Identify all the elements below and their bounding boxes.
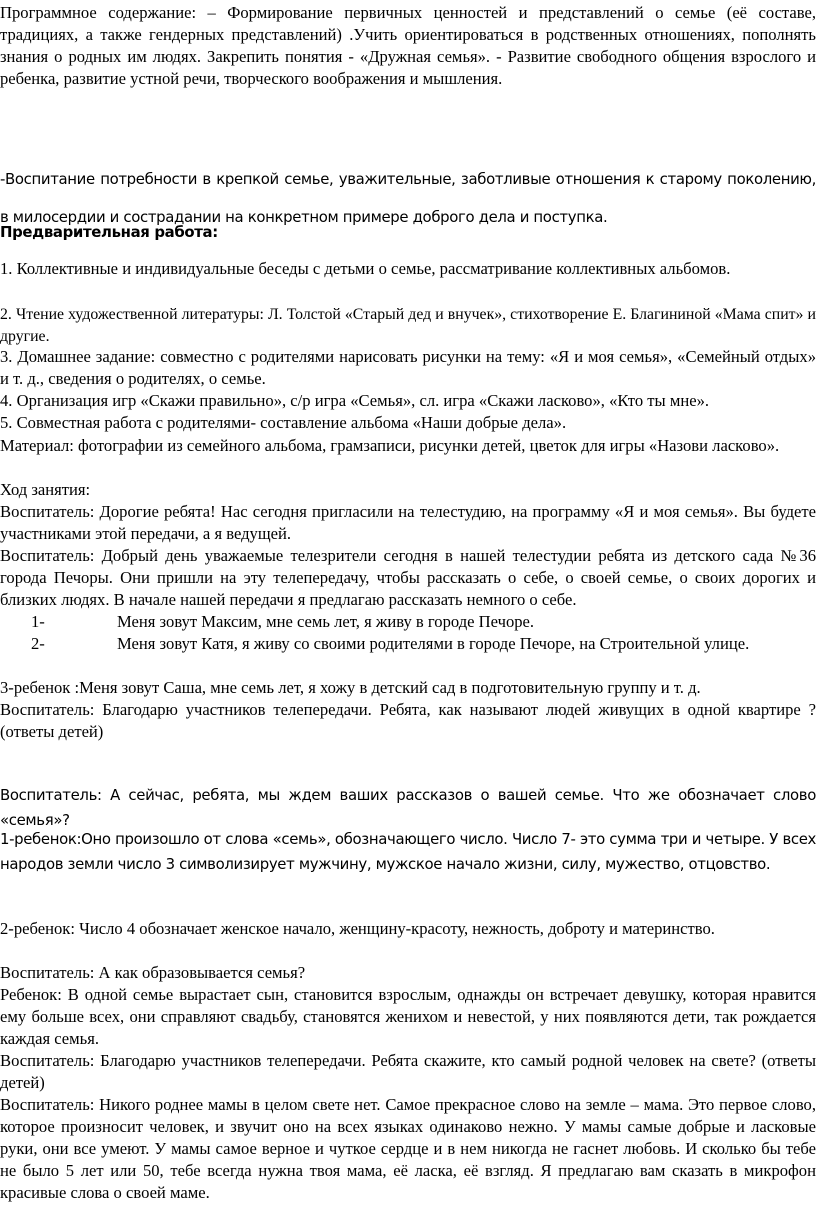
child-2-line: 2-ребенок: Число 4 обозначает женское начало, женщину-красоту, нежность, доброту и материнство. <box>0 919 715 938</box>
teacher-line-4: Воспитатель: А сейчас, ребята, мы ждем ваших рассказов о вашей семье. Что же обозначает слово «семья»? <box>0 786 816 829</box>
prep-item-5: 5. Совместная работа с родителями- составление альбома «Наши добрые дела». <box>0 413 567 432</box>
prep-item-4: 4. Организация игр «Скажи правильно», с/р игра «Семья», сл. игра «Скажи ласково», «Кто ты мне». <box>0 391 710 410</box>
child-1-line: 1-ребенок:Оно произошло от слова «семь», обозначающего число. Число 7- это сумма три и четыре. У всех народов земли число 3 символизирует мужчину, мужское начало жизни, силу, мужество, отцовство. <box>0 830 816 873</box>
list-item-text: Меня зовут Максим, мне семь лет, я живу в городе Печоре. <box>117 612 535 631</box>
teacher-line-1: Воспитатель: Дорогие ребята! Нас сегодня пригласили на телестудию, на программу «Я и моя семья». Вы будете участниками этой передачи, а я ведущей. <box>0 502 816 543</box>
child-3-line: 3-ребенок :Меня зовут Саша, мне семь лет, я хожу в детский сад в подготовительную группу и т. д. <box>0 678 701 697</box>
list-item <box>0 611 816 633</box>
teacher-line-2: Воспитатель: Добрый день уважаемые телезрители сегодня в нашей телестудии ребята из детского сада №36 города Печоры. Они пришли на эту телепередачу, чтобы рассказать о себе, о своей семье, о своих дорогих и близких людях. В начале нашей передачи я предлагаю рассказать немного о себе. <box>0 546 816 609</box>
children-intro-list <box>0 611 816 655</box>
list-item <box>0 633 816 655</box>
child-family-line: Ребенок: В одной семье вырастает сын, становится взрослым, однажды он встречает девушку, которая нравится ему больше всех, они справляют свадьбу, становятся женихом и невестой, у них появляются дети, так рождается каждая семья. <box>0 985 816 1048</box>
preparatory-work-heading: Предварительная работа: <box>0 223 218 241</box>
teacher-line-7: Воспитатель: Никого роднее мамы в целом свете нет. Самое прекрасное слово на земле – мама. Это первое слово, которое произносит человек, и звучит оно на всех языках одинаково нежно. У мамы самые добрые и ласковые руки, они все умеют. У мамы самое верное и чуткое сердце и в нем никогда не гаснет любовь. И сколько бы тебе не было 5 лет или 50, тебе всегда нужна твоя мама, её ласка, её взгляд. Я предлагаю вам сказать в микрофон красивые слова о своей маме. <box>0 1095 816 1202</box>
list-item-number: 1- <box>31 612 45 631</box>
teacher-line-5: Воспитатель: А как образовывается семья? <box>0 963 306 982</box>
program-content-paragraph: Программное содержание: – Формирование первичных ценностей и представлений о семье (её составе, традициях, а также гендерных представлений) .Учить ориентироваться в родственных отношениях, пополнять знания о родных им людях. Закрепить понятия - «Дружная семья». - Развитие свободного общения взрослого и ребенка, развитие устной речи, творческого воображения и мышления. <box>0 3 816 88</box>
material-paragraph: Материал: фотографии из семейного альбома, грамзаписи, рисунки детей, цветок для игры «Назови ласково». <box>0 436 780 455</box>
lesson-flow-heading: Ход занятия: <box>0 480 91 499</box>
list-item-text: Меня зовут Катя, я живу со своими родителями в городе Печоре, на Строительной улице. <box>117 633 750 653</box>
teacher-line-6: Воспитатель: Благодарю участников телепередачи. Ребята скажите, кто самый родной человек на свете? (ответы детей) <box>0 1051 816 1092</box>
prep-item-1: 1. Коллективные и индивидуальные беседы с детьми о семье, рассматривание коллективных альбомов. <box>0 259 731 278</box>
upbringing-paragraph: -Воспитание потребности в крепкой семье, уважительные, заботливые отношения к старому поколению, в милосердии и сострадании на конкретном примере доброго дела и поступка. <box>0 170 816 226</box>
prep-item-2: 2. Чтение художественной литературы: Л. Толстой «Старый дед и внучек», стихотворение Е. Благининой «Мама спит» и другие. <box>0 306 816 345</box>
prep-item-3: 3. Домашнее задание: совместно с родителями нарисовать рисунки на тему: «Я и моя семья», «Семейный отдых» и т. д., сведения о родителях, о семье. <box>0 347 816 388</box>
teacher-line-3: Воспитатель: Благодарю участников телепередачи. Ребята, как называют людей живущих в одной квартире ? (ответы детей) <box>0 700 816 741</box>
list-item-number: 2- <box>31 633 45 653</box>
